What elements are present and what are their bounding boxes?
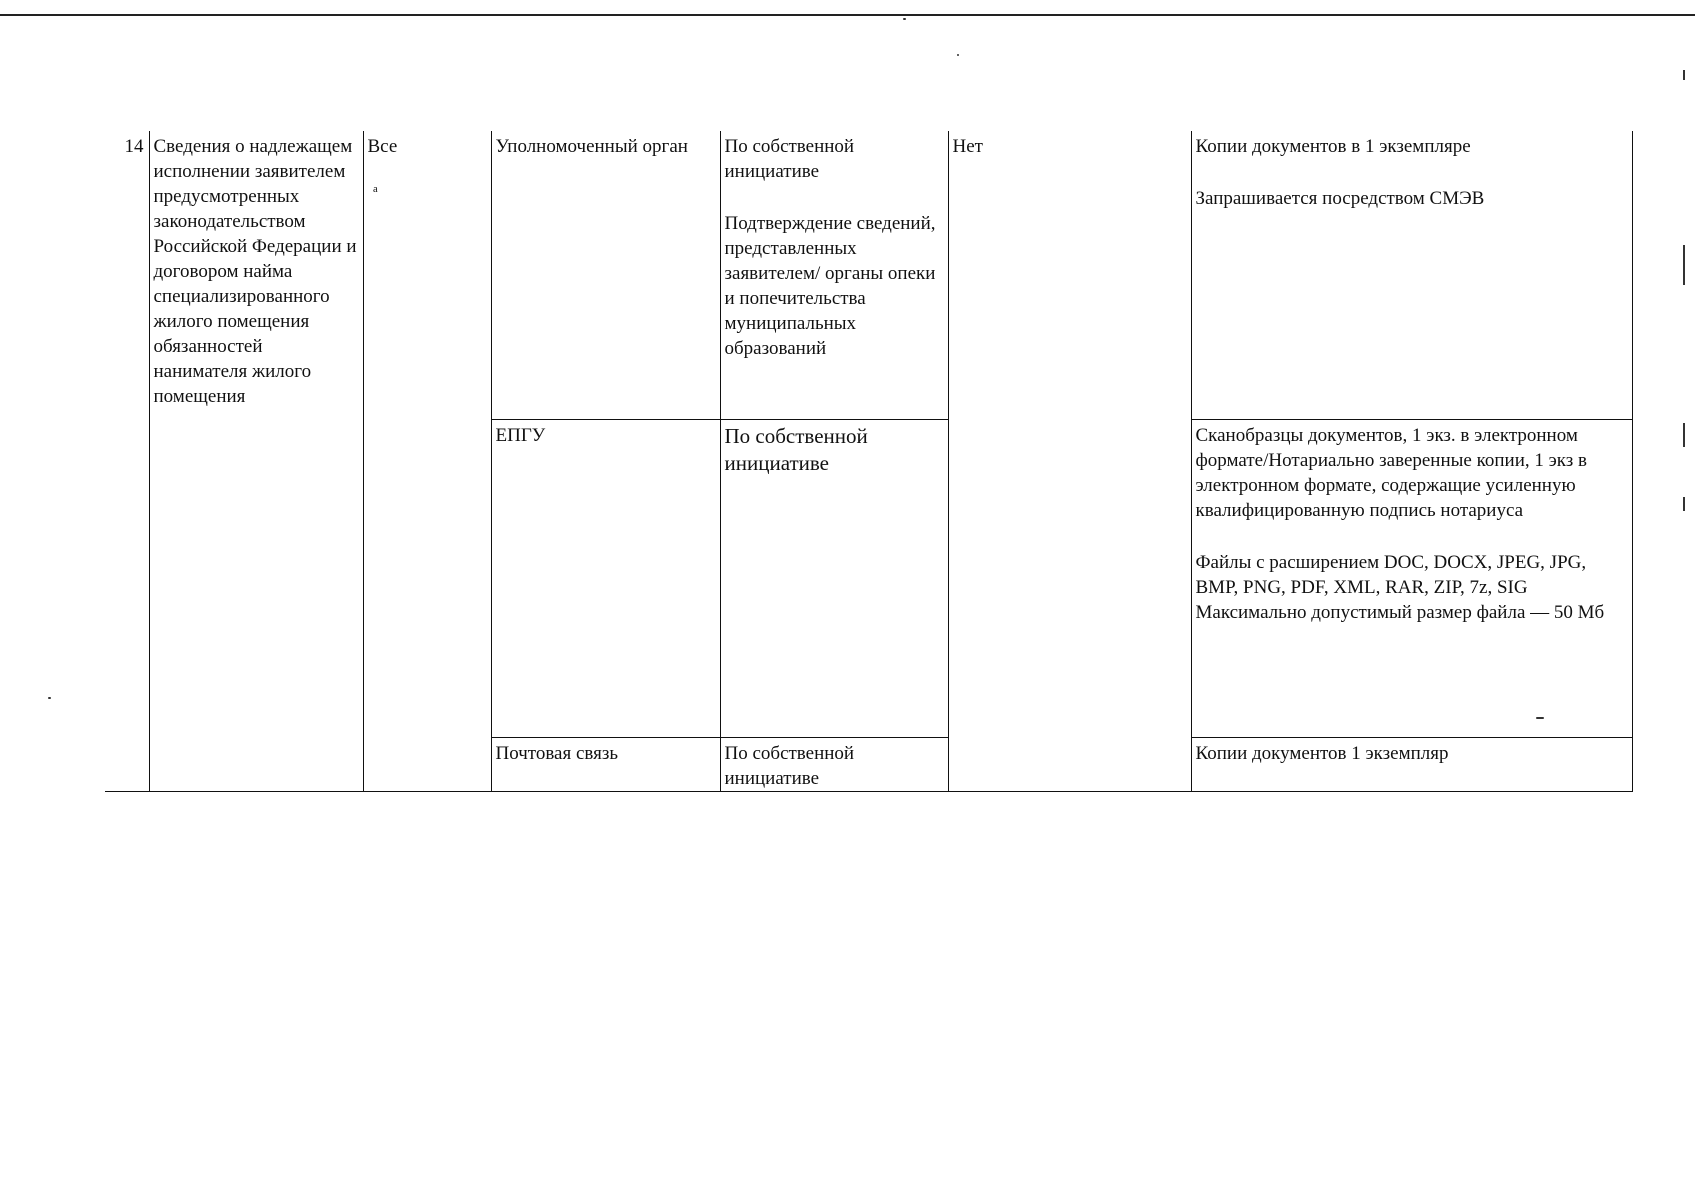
form-line: Файлы с расширением DOC, DOCX, JPEG, JPG, BMP, PNG, PDF, XML, RAR, ZIP, 7z, SIG Максимально допустимый размер файла — 50 Мб [1195,551,1605,623]
stray-mark [376,179,487,204]
form-cell [1191,131,1632,419]
channel-text: Уполномоченный орган [495,136,688,157]
basis-cell [720,419,948,737]
basis-line: По собственной инициативе [724,423,868,475]
form-line: Копии документов 1 экземпляр [1195,742,1449,764]
row-number-cell [105,131,149,791]
scan-edge-mark [1683,70,1685,80]
channel-text: Почтовая связь [495,742,619,764]
channel-cell [491,131,720,419]
basis-line: Подтверждение сведений, представленных заявителем/ органы опеки и попечительства муниципальных образований [724,213,936,359]
form-line: Сканобразцы документов, 1 экз. в электронном формате/Нотариально заверенные копии, 1 экз в электронном формате, содержащие усиленную квалифицированную подпись нотариуса [1195,424,1587,521]
info-name-text: Сведения о надлежащем исполнении заявителем предусмотренных законодательством Российской Федерации и договором найма специализированного жилого помещения обязанностей нанимателя жилого помещения [153,136,357,407]
form-cell [1191,737,1632,791]
basis-line: По собственной инициативе [724,742,855,789]
requirement-text: Нет [952,136,983,157]
channel-text: ЕПГУ [495,424,546,446]
applicant-category-text: Все [367,136,398,157]
document-table [105,131,1633,792]
form-cell [1191,419,1632,737]
row-number: 14 [124,136,144,157]
scan-edge-mark [1683,245,1685,285]
top-rule [0,14,1695,16]
channel-cell [491,737,720,791]
applicant-category-cell [363,131,491,791]
basis-cell [720,131,948,419]
basis-cell [720,737,948,791]
info-name-cell [149,131,363,791]
scan-speck [903,18,906,20]
form-line: Запрашивается посредством СМЭВ [1195,188,1485,209]
channel-cell [491,419,720,737]
basis-line: По собственной инициативе [724,136,855,182]
scan-edge-mark [1683,497,1685,511]
requirement-cell [948,131,1191,791]
scan-edge-mark [1683,423,1685,447]
scan-speck [957,54,959,56]
form-line: Копии документов в 1 экземпляре [1195,136,1471,157]
scan-speck [48,697,51,699]
